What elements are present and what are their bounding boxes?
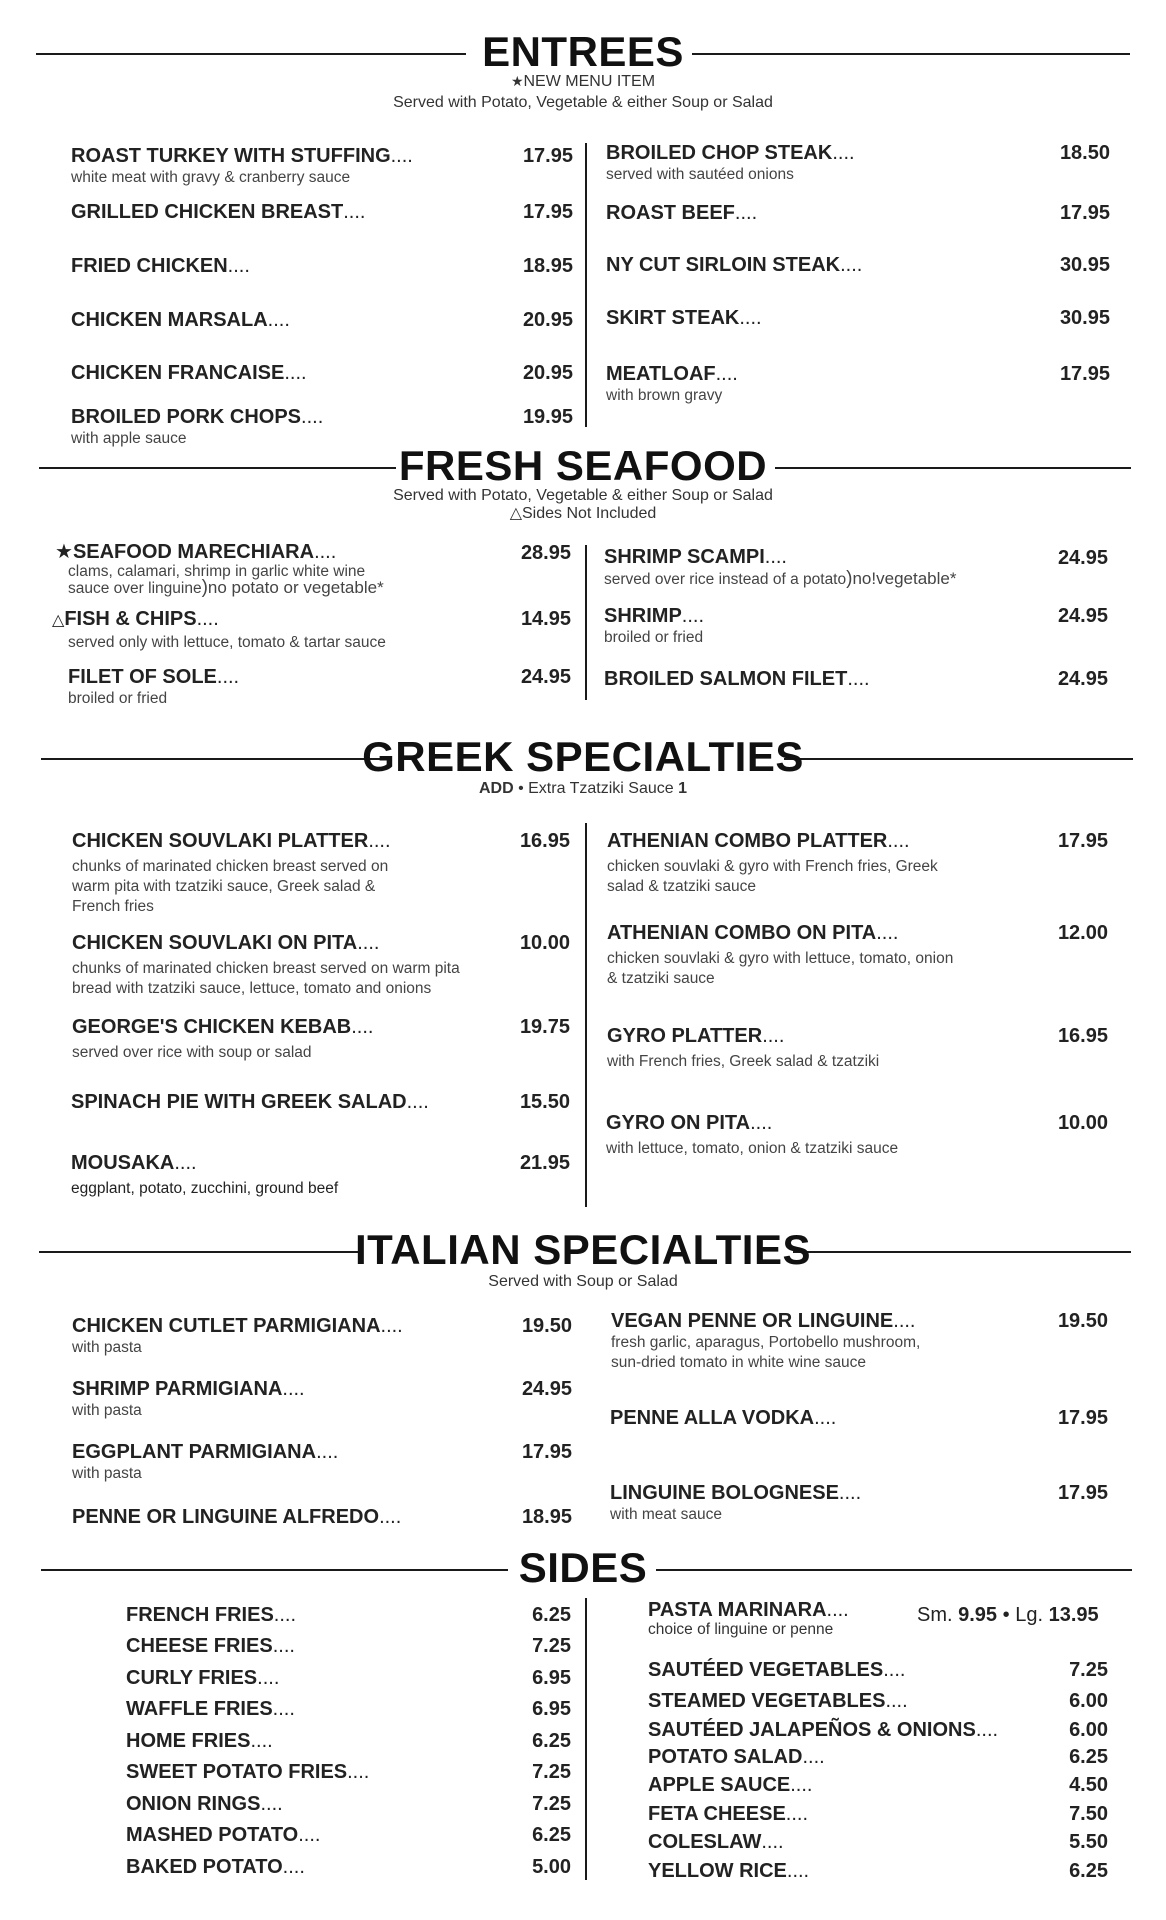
item-price: 17.95 [522,201,573,223]
seafood-served-note: Served with Potato, Vegetable & either Soup or Salad [393,487,773,504]
menu-item: BROILED PORK CHOPS.... with apple sauce [71,406,324,447]
menu-item: GRILLED CHICKEN BREAST.... [71,201,366,223]
greek-title: GREEK SPECIALTIES [362,733,804,780]
item-price: 24.95 [1057,668,1108,690]
menu-item: GEORGE'S CHICKEN KEBAB.... served over rice with soup or salad [72,1016,374,1061]
item-price: 12.00 [1057,922,1108,944]
side-item: SWEET POTATO FRIES.... [126,1761,370,1783]
item-price: 16.95 [519,830,570,852]
item-price: 17.95 [1059,363,1110,385]
item-price: 18.50 [1059,142,1110,164]
item-price: 15.50 [519,1091,570,1113]
item-price: 17.95 [1057,1407,1108,1429]
menu-item: CHICKEN SOUVLAKI PLATTER.... chunks of marinated chicken breast served on warm pita with tzatziki sauce, Greek salad & French fries [72,830,391,915]
side-price: 7.25 [532,1761,571,1783]
menu-item: CHICKEN CUTLET PARMIGIANA.... with pasta [72,1315,403,1356]
tzatziki-add-note: ADD • Extra Tzatziki Sauce 1 [478,780,688,797]
item-price: 17.95 [522,145,573,167]
item-price: 20.95 [522,309,573,331]
menu-item: CHICKEN FRANCAISE.... [71,362,307,384]
italian-served-note: Served with Soup or Salad [488,1273,678,1290]
menu-item: LINGUINE BOLOGNESE.... with meat sauce [610,1482,862,1523]
menu-item: ★SEAFOOD MARECHIARA.... clams, calamari, shrimp in garlic white wine sauce over linguine)no potato or vegetable* [55,541,384,598]
sides-column-divider [585,1598,587,1880]
side-price: 6.25 [532,1604,571,1626]
side-item: FRENCH FRIES.... [126,1604,297,1626]
star-icon: ★ [510,73,524,89]
item-price: 24.95 [1057,547,1108,569]
side-price: 6.95 [532,1667,571,1689]
menu-item: CHICKEN MARSALA.... [71,309,290,331]
triangle-icon: △ [52,612,65,629]
side-price: 6.95 [532,1698,571,1720]
menu-item: BROILED CHOP STEAK.... served with sautéed onions [606,142,855,183]
item-price: 30.95 [1059,254,1110,276]
menu-item: SHRIMP PARMIGIANA.... with pasta [72,1378,305,1419]
side-price: 5.00 [532,1856,571,1878]
item-price: 19.50 [521,1315,572,1337]
menu-item: ROAST TURKEY WITH STUFFING.... white meat with gravy & cranberry sauce [71,145,413,186]
item-price: 14.95 [520,608,571,630]
menu-item: △FISH & CHIPS.... served only with lettuce, tomato & tartar sauce [52,608,386,651]
sides-not-included-note: △Sides Not Included [509,505,657,522]
greek-column-divider [585,823,587,1207]
menu-item: PENNE ALLA VODKA.... [610,1407,837,1429]
side-item: POTATO SALAD.... [648,1746,825,1768]
side-item: BAKED POTATO.... [126,1856,305,1878]
paren-mark: ) [846,568,853,589]
side-price: 7.25 [1069,1659,1108,1681]
menu-item: ATHENIAN COMBO ON PITA.... chicken souvlaki & gyro with lettuce, tomato, onion & tzatziki sauce [607,922,954,987]
item-price: 21.95 [519,1152,570,1174]
exclamation-mark: ! [871,569,877,588]
menu-item: SHRIMP SCAMPI.... served over rice instead of a potato)no!vegetable* [604,546,957,589]
side-price: 6.25 [532,1824,571,1846]
menu-item: PENNE OR LINGUINE ALFREDO.... [72,1506,402,1528]
side-item: FETA CHEESE.... [648,1803,809,1825]
menu-item: GYRO PLATTER.... with French fries, Greek salad & tzatziki [607,1025,880,1070]
side-item: HOME FRIES.... [126,1730,273,1752]
menu-item: PASTA MARINARA.... choice of linguine or penne [648,1599,849,1638]
menu-item: MOUSAKA.... eggplant, potato, zucchini, ground beef [71,1152,339,1197]
side-item: CURLY FRIES.... [126,1667,280,1689]
item-price: 24.95 [520,666,571,688]
italian-title: ITALIAN SPECIALTIES [355,1226,811,1273]
side-item: ONION RINGS.... [126,1793,283,1815]
side-item: STEAMED VEGETABLES.... [648,1690,908,1712]
menu-item: VEGAN PENNE OR LINGUINE.... fresh garlic, aparagus, Portobello mushroom, sun-dried tomato in white wine sauce [611,1310,921,1371]
item-price: 16.95 [1057,1025,1108,1047]
side-price: 6.00 [1069,1719,1108,1741]
item-price: 18.95 [521,1506,572,1528]
pasta-marinara-prices: Sm. 9.95 • Lg. 13.95 [917,1604,1099,1626]
item-price: 19.95 [522,406,573,428]
side-price: 7.25 [532,1793,571,1815]
item-price: 10.00 [519,932,570,954]
menu-item: FILET OF SOLE.... broiled or fried [68,666,240,707]
seafood-column-divider [585,545,587,700]
item-price: 24.95 [1057,605,1108,627]
side-price: 7.25 [532,1635,571,1657]
item-price: 19.50 [1057,1310,1108,1332]
item-price: 10.00 [1057,1112,1108,1134]
entrees-column-divider [585,143,587,427]
menu-item: SKIRT STEAK.... [606,307,762,329]
star-icon: ★ [55,541,73,563]
side-price: 7.50 [1069,1803,1108,1825]
menu-item: NY CUT SIRLOIN STEAK.... [606,254,863,276]
item-price: 17.95 [1057,1482,1108,1504]
side-price: 6.25 [532,1730,571,1752]
menu-item: ATHENIAN COMBO PLATTER.... chicken souvlaki & gyro with French fries, Greek salad & tzatziki sauce [607,830,938,895]
side-item: WAFFLE FRIES.... [126,1698,295,1720]
seafood-title: FRESH SEAFOOD [398,442,768,489]
side-item: YELLOW RICE.... [648,1860,810,1882]
side-price: 5.50 [1069,1831,1108,1853]
side-price: 6.25 [1069,1860,1108,1882]
menu-item: GYRO ON PITA.... with lettuce, tomato, onion & tzatziki sauce [606,1112,899,1157]
item-price: 30.95 [1059,307,1110,329]
menu-item: MEATLOAF.... with brown gravy [606,363,738,404]
new-item-note: ★NEW MENU ITEM [510,73,656,90]
side-item: SAUTÉED VEGETABLES.... [648,1659,906,1681]
entrees-served-note: Served with Potato, Vegetable & either Soup or Salad [393,94,773,111]
menu-item: FRIED CHICKEN.... [71,255,250,277]
item-price: 17.95 [1057,830,1108,852]
sides-title: SIDES [518,1544,648,1591]
item-price: 17.95 [1059,202,1110,224]
menu-item: ROAST BEEF.... [606,202,758,224]
menu-item: BROILED SALMON FILET.... [604,668,870,690]
side-item: COLESLAW.... [648,1831,784,1853]
item-price: 18.95 [522,255,573,277]
side-price: 6.00 [1069,1690,1108,1712]
triangle-icon: △ [509,505,522,522]
item-price: 20.95 [522,362,573,384]
paren-mark: ) [201,577,208,598]
item-price: 28.95 [520,542,571,564]
side-item: MASHED POTATO.... [126,1824,321,1846]
side-item: CHEESE FRIES.... [126,1635,295,1657]
item-price: 19.75 [519,1016,570,1038]
menu-item: EGGPLANT PARMIGIANA.... with pasta [72,1441,339,1482]
item-price: 17.95 [521,1441,572,1463]
side-item: SAUTÉED JALAPEÑOS & ONIONS.... [648,1719,999,1741]
menu-item: SHRIMP.... broiled or fried [604,605,705,646]
side-price: 6.25 [1069,1746,1108,1768]
side-price: 4.50 [1069,1774,1108,1796]
menu-item: SPINACH PIE WITH GREEK SALAD.... [71,1091,429,1113]
side-item: APPLE SAUCE.... [648,1774,813,1796]
item-price: 24.95 [521,1378,572,1400]
menu-item: CHICKEN SOUVLAKI ON PITA.... chunks of marinated chicken breast served on warm pita bread with tzatziki sauce, lettuce, tomato and onions [72,932,460,997]
entrees-title: ENTREES [482,28,684,75]
